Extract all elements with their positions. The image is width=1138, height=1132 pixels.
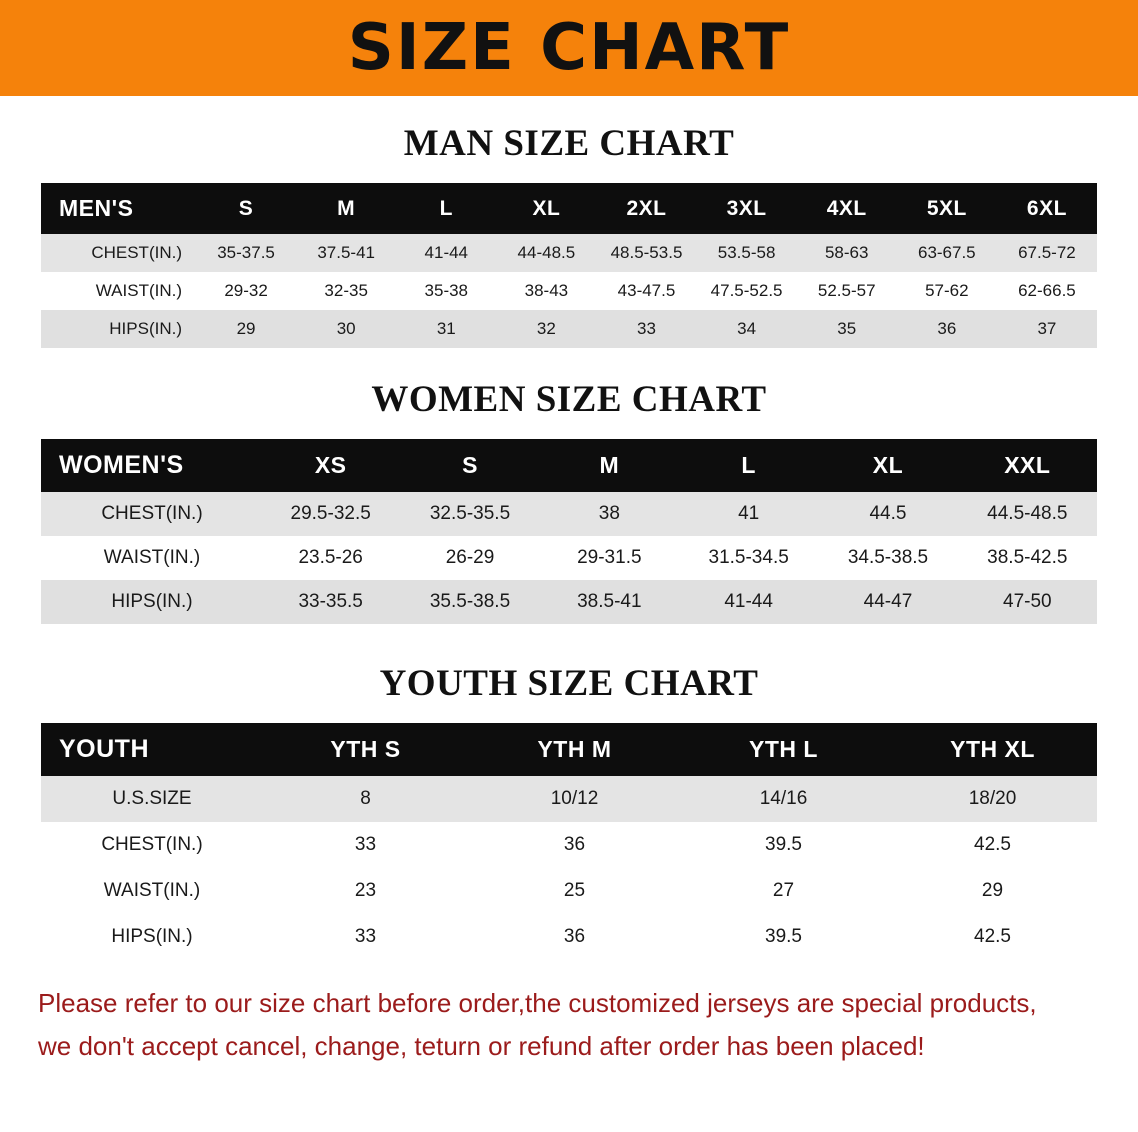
header-cell-1: S [238,196,254,220]
cell: 67.5-72 [1018,243,1076,262]
table-row [41,234,1097,272]
cell: 34 [737,319,757,338]
cell: 36 [937,319,957,338]
cell: 38-43 [524,281,569,300]
cell: 44.5 [869,503,907,524]
cell: 57-62 [925,281,969,300]
cell: 29-31.5 [577,547,642,568]
cell: 42.5 [974,926,1011,947]
cell: 36 [563,926,586,947]
cell: 30 [336,319,356,338]
cell: 33 [354,926,377,947]
page-title: SIZE CHART [347,11,791,85]
cell: 29 [236,319,256,338]
cell: 47-50 [1003,591,1052,612]
women-size-table [41,439,1097,624]
man-section-heading: MAN SIZE CHART [403,123,735,164]
cell: 35-37.5 [217,243,275,262]
cell: 33-35.5 [298,591,363,612]
table-row [41,868,1097,914]
disclaimer-note [38,982,1100,1068]
note-line-1: Please refer to our size chart before order,the customized jerseys are special products, [38,988,1037,1018]
cell: 33 [354,834,377,855]
cell: 58-63 [824,243,869,262]
header-cell-1: XS [314,452,347,478]
row-label: HIPS(IN.) [109,319,182,338]
cell: 44-48.5 [517,243,576,262]
cell: 42.5 [974,834,1011,855]
table-row [41,272,1097,310]
cell: 14/16 [759,788,808,809]
table-row [41,536,1097,580]
header-cell-4: L [741,452,756,478]
cell: 44.5-48.5 [987,503,1068,524]
cell: 31.5-34.5 [708,547,789,568]
cell: 41-44 [424,243,469,262]
row-label: HIPS(IN.) [111,591,193,612]
table-header-row [41,183,1097,234]
cell: 29-32 [224,281,268,300]
cell: 29 [981,880,1004,901]
cell: 35.5-38.5 [429,591,511,612]
youth-table-wrapper [41,723,1097,960]
cell: 43-47.5 [617,281,676,300]
cell: 31 [436,319,456,338]
cell: 29.5-32.5 [290,503,371,524]
cell: 35-38 [424,281,469,300]
cell: 25 [563,880,586,901]
header-cell-4: YTH XL [950,736,1035,762]
note-line-2: we don't accept cancel, change, teturn or refund after order has been placed! [38,1030,925,1061]
cell: 33 [637,319,656,338]
cell: 44-47 [863,591,913,612]
women-section-heading: WOMEN SIZE CHART [371,379,767,420]
cell: 23.5-26 [298,547,363,568]
header-cell-6: XXL [1004,452,1051,478]
cell: 39.5 [765,926,802,947]
cell: 37 [1037,319,1057,338]
cell: 32-35 [324,281,368,300]
cell: 39.5 [765,834,802,855]
cell: 8 [360,788,371,809]
table-row [41,580,1097,624]
header-cell-9: 6XL [1026,196,1067,220]
row-label: WAIST(IN.) [95,281,182,300]
women-table-wrapper [41,439,1097,624]
header-cell-7: 4XL [826,196,867,220]
cell: 37.5-41 [317,243,375,262]
cell: 63-67.5 [917,243,976,262]
cell: 18/20 [968,788,1017,809]
table-header-row [41,439,1097,492]
row-label: CHEST(IN.) [91,243,182,262]
cell: 26-29 [445,547,495,568]
row-label: WAIST(IN.) [103,547,201,568]
cell: 34.5-38.5 [847,547,929,568]
cell: 52.5-57 [817,281,876,300]
cell: 32.5-35.5 [429,503,511,524]
cell: 41 [738,503,760,524]
header-cell-5: 2XL [626,196,667,220]
header-cell-0: MEN'S [59,195,134,221]
table-row [41,492,1097,536]
row-label: HIPS(IN.) [111,926,193,947]
header-cell-4: XL [532,196,561,220]
table-header-row [41,723,1097,776]
table-row [41,914,1097,960]
header-cell-3: L [439,196,453,220]
row-label: WAIST(IN.) [103,880,201,901]
header-cell-2: YTH M [537,736,612,762]
header-cell-3: YTH L [749,736,818,762]
header-cell-1: YTH S [330,736,401,762]
row-label: CHEST(IN.) [101,834,203,855]
cell: 27 [772,880,795,901]
header-cell-0: YOUTH [59,735,149,763]
header-cell-2: S [462,452,478,478]
row-label: CHEST(IN.) [101,503,203,524]
cell: 53.5-58 [717,243,776,262]
cell: 32 [536,319,556,338]
youth-section-heading: YOUTH SIZE CHART [379,663,759,704]
row-label: U.S.SIZE [112,788,192,809]
table-row [41,822,1097,868]
cell: 62-66.5 [1018,281,1076,300]
table-row [41,310,1097,348]
man-size-table [41,183,1097,348]
cell: 47.5-52.5 [710,281,783,300]
header-cell-2: M [337,196,356,220]
man-table-wrapper [41,183,1097,348]
cell: 23 [354,880,377,901]
cell: 38.5-41 [577,591,642,612]
cell: 36 [563,834,586,855]
cell: 35 [837,319,857,338]
table-row [41,776,1097,822]
cell: 38 [598,503,620,524]
header-cell-8: 5XL [926,196,967,220]
header-cell-6: 3XL [726,196,767,220]
cell: 38.5-42.5 [987,547,1068,568]
cell: 48.5-53.5 [610,243,683,262]
header-cell-5: XL [872,452,904,478]
cell: 41-44 [724,591,773,612]
youth-size-table [41,723,1097,960]
header-cell-3: M [599,452,620,478]
banner [0,0,1138,96]
cell: 10/12 [550,788,599,809]
header-cell-0: WOMEN'S [59,451,184,479]
